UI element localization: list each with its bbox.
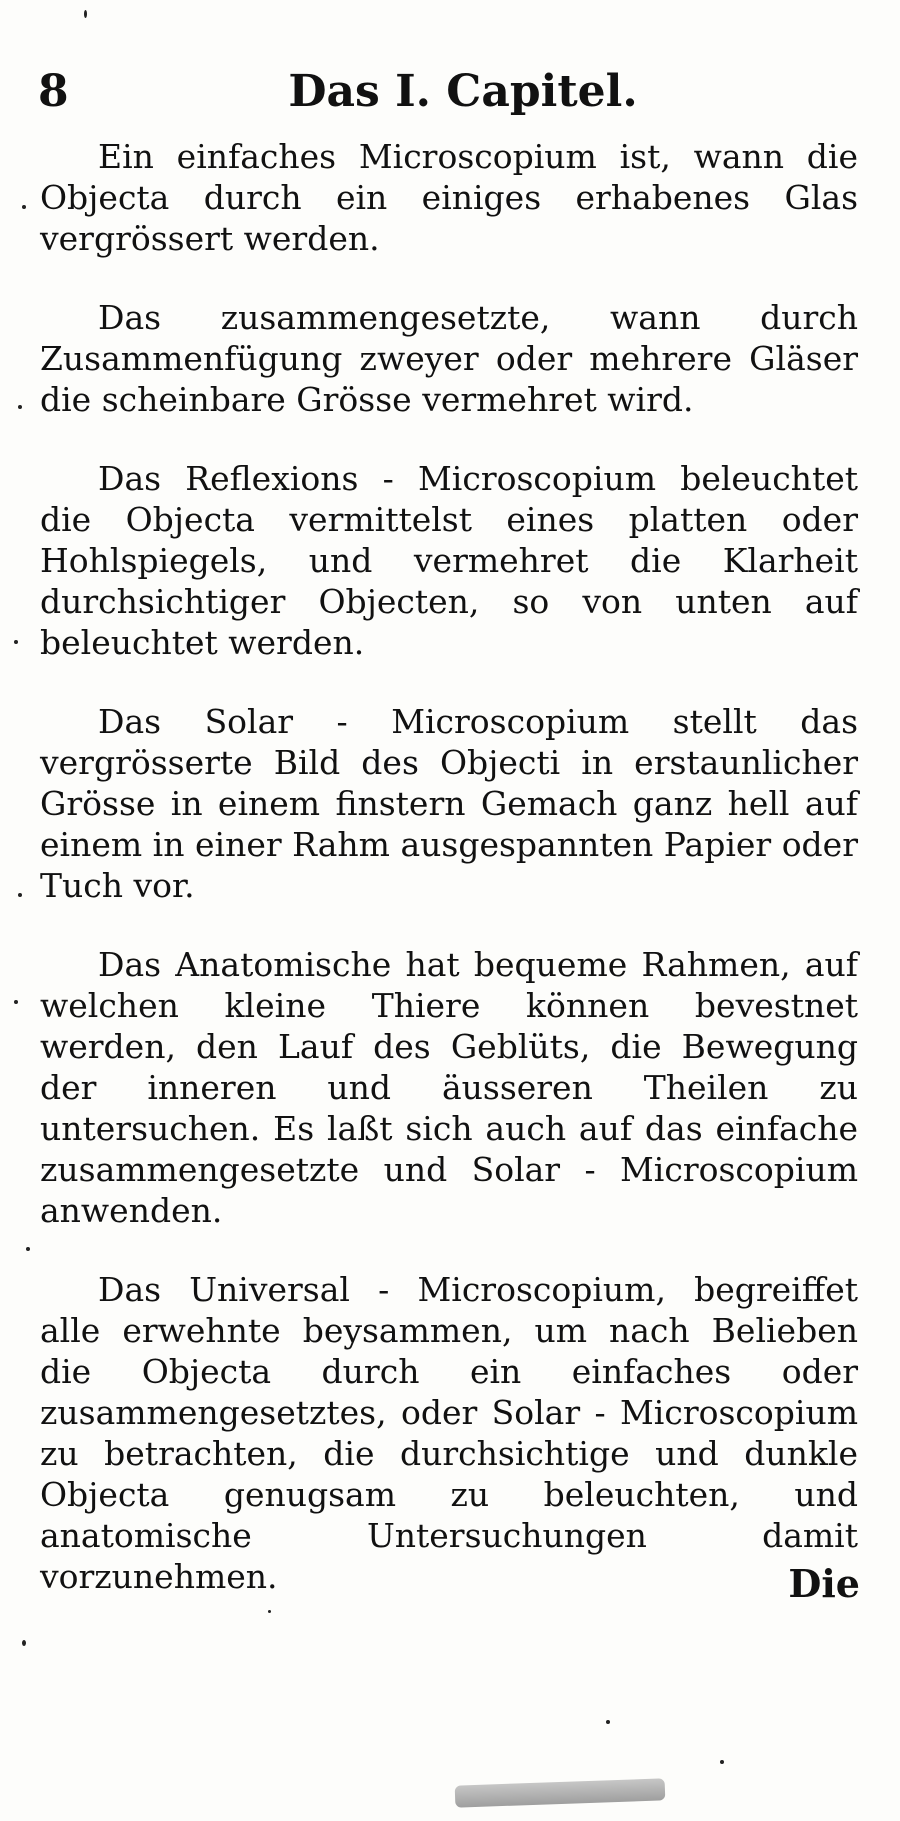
paragraph-compound-microscope: Das zusammengesetzte, wann durch Zusammenfügung zweyer oder mehrere Gläser die scheinbare Grösse vermehret wird. xyxy=(40,298,858,419)
body-text xyxy=(40,136,858,1635)
print-speck xyxy=(14,1000,18,1004)
running-head: Das I. Capitel. xyxy=(288,66,638,117)
print-speck xyxy=(606,1720,610,1724)
print-speck xyxy=(22,205,26,209)
print-speck xyxy=(26,1247,30,1251)
catchword: Die xyxy=(788,1561,860,1606)
page-header xyxy=(38,62,858,122)
paragraph-reflexion-microscope: Das Reflexions - Microscopium beleuchtet die Objecta vermittelst eines platten oder Hohlspiegels, und vermehret die Klarheit durchsichtiger Objecten, so von unten auf beleuchtet werden. xyxy=(40,459,858,662)
print-speck xyxy=(22,1640,26,1646)
paragraph-universal-microscope: Das Universal - Microscopium, begreiffet alle erwehnte beysammen, um nach Belieben die Objecta durch ein einfaches oder zusammengesetztes, oder Solar - Microscopium zu betrachten, die durchsichtige und dunkle Objecta genugsam zu beleuchten, und anatomische Untersuchungen damit vorzunehmen. xyxy=(40,1270,858,1596)
page-number: 8 xyxy=(38,66,69,117)
paper-smudge xyxy=(455,1778,666,1807)
print-speck xyxy=(18,405,22,409)
print-speck xyxy=(720,1760,724,1764)
paragraph-simple-microscope: Ein einfaches Microscopium ist, wann die Objecta durch ein einiges erhabenes Glas vergrössert werden. xyxy=(40,137,858,258)
paragraph-anatomical-microscope: Das Anatomische hat bequeme Rahmen, auf welchen kleine Thiere können bevestnet werden, den Lauf des Geblüts, die Bewegung der inneren und äusseren Theilen zu untersuchen. Es laßt sich auch auf das einfache zusammengesetzte und Solar - Microscopium anwenden. xyxy=(40,945,858,1230)
paragraph-solar-microscope: Das Solar - Microscopium stellt das vergrösserte Bild des Objecti in erstaunlicher Grösse in einem finstern Gemach ganz hell auf einem in einer Rahm ausgespannten Papier oder Tuch vor. xyxy=(40,702,858,905)
print-speck xyxy=(268,1610,271,1613)
print-speck xyxy=(84,10,87,18)
print-speck xyxy=(18,893,22,897)
print-speck xyxy=(14,640,18,644)
